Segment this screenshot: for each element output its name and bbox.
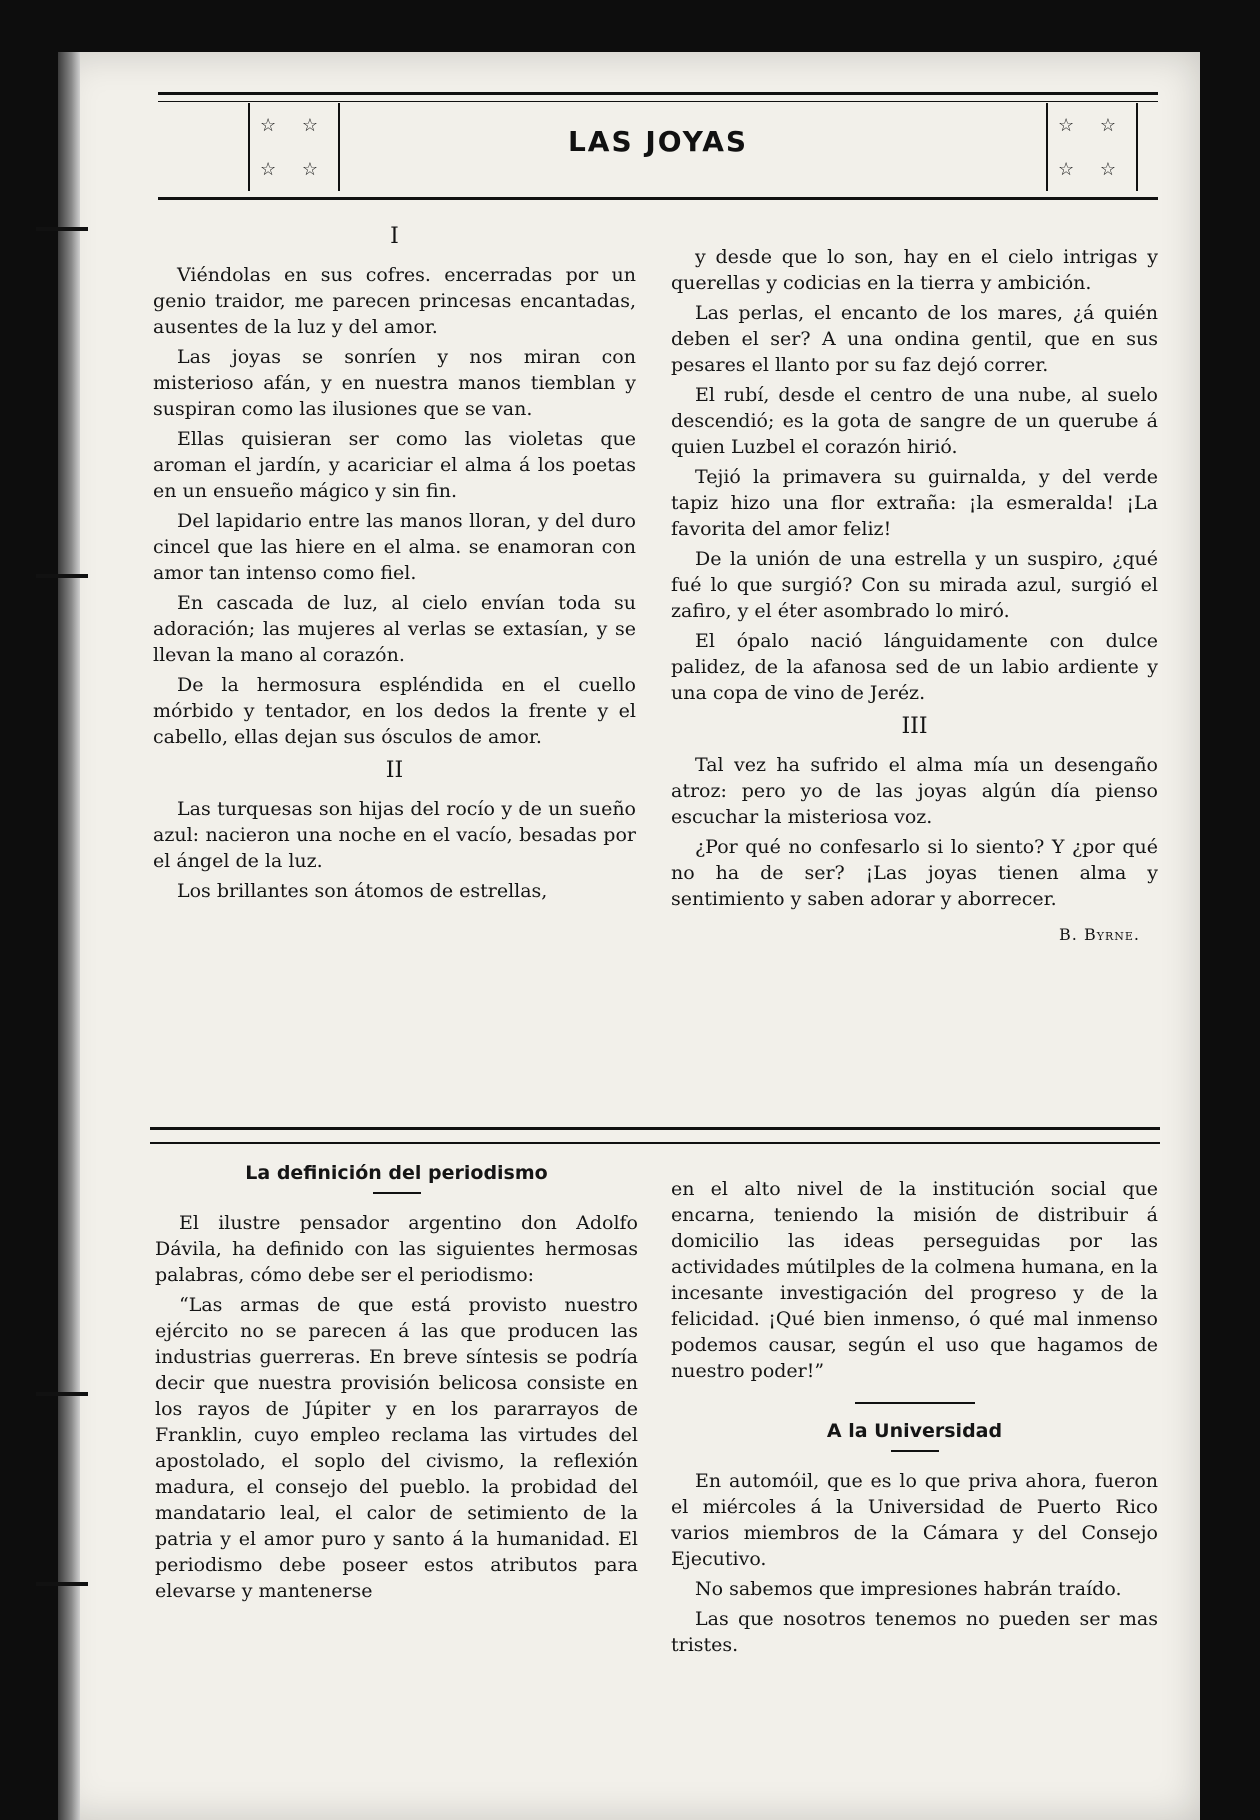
title-rule [891, 1450, 939, 1452]
star-icon: ☆ ☆ [260, 114, 328, 136]
binding-mark [36, 1392, 88, 1396]
newspaper-page [58, 52, 1200, 1820]
author-signature: B. Byrne. [1059, 925, 1140, 944]
section-number: I [390, 224, 399, 249]
paragraph: El ópalo nació lánguidamente con dulce palidez, de la afanosa sed de un labio ardiente y una copa de vino de Jeréz. [671, 630, 1158, 704]
title-rule [373, 1192, 421, 1194]
section-number: III [901, 714, 928, 739]
paragraph: Tejió la primavera su guirnalda, y del verde tapiz hizo una flor extraña: ¡la esmeralda! ¡La favorita del amor feliz! [671, 466, 1158, 540]
paragraph: Las joyas se sonríen y nos miran con misterioso afán, y en nuestra manos tiemblan y suspiran como las ilusiones que se van. [153, 346, 636, 420]
article-title: A la Universidad [826, 1420, 1003, 1442]
binding-mark [36, 227, 88, 231]
masthead-band [158, 92, 1158, 200]
star-icon: ☆ ☆ [260, 158, 328, 180]
paragraph: en el alto nivel de la institución social que encarna, teniendo la misión de distribuir á domicilio las ideas perseguidas por las actividades mútilples de la colmena humana, en la incesante investigación del progreso y de la felicidad. ¡Qué bien inmenso, ó qué mal inmenso podemos causar, según el uso que hagamos de nuestro poder!” [671, 1178, 1158, 1382]
binding-mark [36, 574, 88, 578]
page-spine [58, 52, 80, 1820]
paragraph: En cascada de luz, al cielo envían toda su adoración; las mujeres al verlas se extasían, y se llevan la mano al corazón. [153, 592, 636, 666]
paragraph: Ellas quisieran ser como las violetas que aroman el jardín, y acariciar el alma á los poetas en un ensueño mágico y sin fin. [153, 428, 636, 502]
paragraph: Los brillantes son átomos de estrellas, [177, 880, 548, 902]
poem-column-right [671, 244, 1158, 948]
paragraph: El ilustre pensador argentino don Adolfo Dávila, ha definido con las siguientes hermosas palabras, cómo debe ser el periodismo: [155, 1212, 638, 1286]
paragraph: De la hermosura espléndida en el cuello mórbido y tentador, en los dedos la frente y el cabello, ellas dejan sus ósculos de amor. [153, 674, 636, 748]
paragraph: El rubí, desde el centro de una nube, al suelo descendió; es la gota de sangre de un querube á quien Luzbel el corazón hirió. [671, 384, 1158, 458]
paragraph: En automóil, que es lo que priva ahora, fueron el miércoles á la Universidad de Puerto Rico varios miembros de la Cámara y del Consejo Ejecutivo. [671, 1470, 1158, 1570]
paragraph: “Las armas de que está provisto nuestro ejército no se parecen á las que producen las industrias guerreras. En breve síntesis se podría decir que nuestra provisión belicosa consiste en los rayos de Júpiter y en los pararrayos de Franklin, cuyo empleo reclama las virtudes del apostolado, el soplo del civismo, la reflexión madura, el consejo del pueblo. la probidad del mandatario leal, el calor de setimiento de la patria y el amor puro y santo á la humanidad. El periodismo debe poseer estos atributos para elevarse y mantenerse [155, 1294, 638, 1602]
star-icon: ☆ ☆ [1058, 114, 1126, 136]
paragraph: Las perlas, el encanto de los mares, ¿á quién deben el ser? A una ondina gentil, que en sus pesares el llanto por su faz dejó correr. [671, 302, 1158, 376]
paragraph: No sabemos que impresiones habrán traído. [695, 1578, 1122, 1600]
article-separator [855, 1402, 975, 1404]
paragraph: y desde que lo son, hay en el cielo intrigas y querellas y codicias en la tierra y ambición. [671, 246, 1158, 294]
binding-mark [36, 1582, 88, 1586]
section-number: II [385, 758, 404, 783]
paragraph: Tal vez ha sufrido el alma mía un desengaño atroz: pero yo de las joyas algún día pienso escuchar la misteriosa voz. [671, 754, 1158, 828]
paragraph: Las turquesas son hijas del rocío y de un sueño azul: nacieron una noche en el vacío, besadas por el ángel de la luz. [153, 798, 636, 872]
paragraph: ¿Por qué no confesarlo si lo siento? Y ¿por qué no ha de ser? ¡Las joyas tienen alma y sentimiento y saben adorar y aborrecer. [671, 836, 1158, 910]
article-title: La definición del periodismo [245, 1162, 548, 1184]
right-lower-column [671, 1176, 1158, 1662]
poem-column-left [153, 224, 636, 908]
paragraph: De la unión de una estrella y un suspiro, ¿qué fué lo que surgió? Con su mirada azul, surgió el zafiro, y el éter asombrado lo miró. [671, 548, 1158, 622]
paragraph: Del lapidario entre las manos lloran, y del duro cincel que las hiere en el alma. se enamoran con amor tan intenso como fiel. [153, 510, 636, 584]
section-divider [150, 1127, 1160, 1144]
masthead-rule [158, 101, 1158, 102]
star-icon: ☆ ☆ [1058, 158, 1126, 180]
paragraph: Viéndolas en sus cofres. encerradas por un genio traidor, me parecen princesas encantadas, ausentes de la luz y del amor. [153, 264, 636, 338]
paragraph: Las que nosotros tenemos no pueden ser mas tristes. [671, 1608, 1158, 1656]
page-title: LAS JOYAS [567, 125, 749, 158]
periodismo-column [155, 1160, 638, 1608]
star-ornament-right [1046, 103, 1138, 191]
